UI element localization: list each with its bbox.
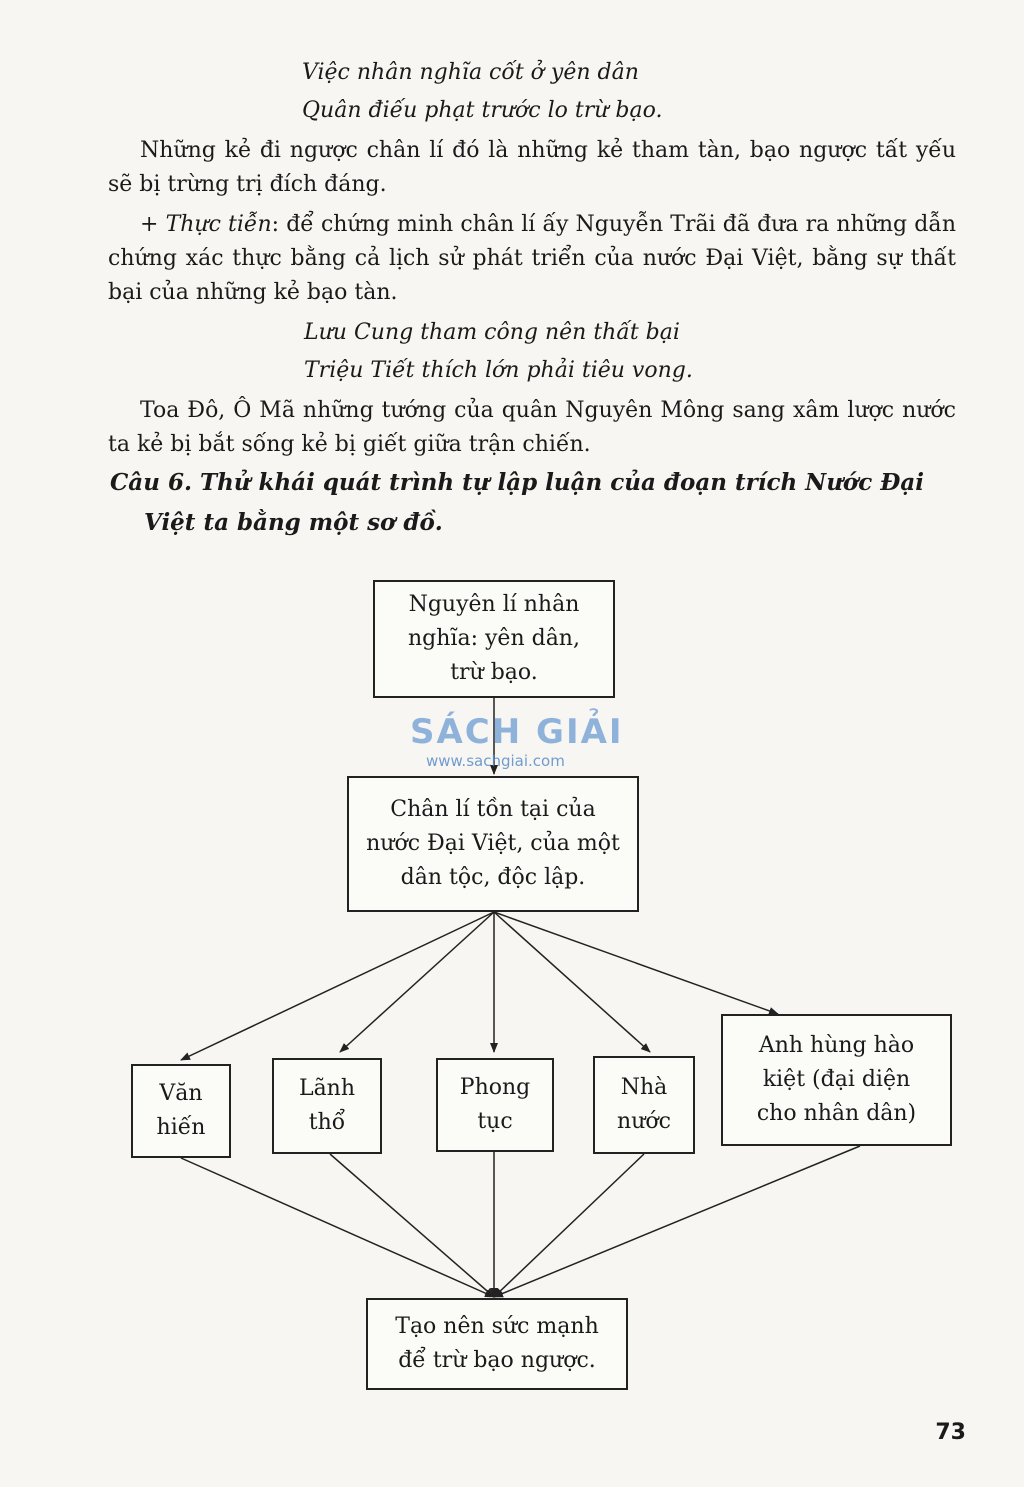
box-principle-line3: trừ bạo. bbox=[450, 660, 538, 685]
box-result-line2: để trừ bạo ngược. bbox=[398, 1348, 596, 1373]
diagram-box-phong-tuc bbox=[436, 1058, 554, 1152]
arrow-to-van-hien bbox=[181, 912, 494, 1060]
arrow-nha-nuoc-to-bottom bbox=[494, 1154, 644, 1297]
paragraph-2-term: Thực tiễn bbox=[165, 212, 272, 237]
box-phong-tuc-line2: tục bbox=[477, 1109, 513, 1134]
arrow-lanh-tho-to-bottom bbox=[330, 1154, 494, 1297]
arrow-to-lanh-tho bbox=[340, 912, 494, 1052]
watermark-logo bbox=[410, 712, 624, 770]
box-truth-line1: Chân lí tồn tại của bbox=[390, 797, 596, 822]
paragraph-3: Toa Đô, Ô Mã những tướng của quân Nguyên Mông sang xâm lược nước ta kẻ bị bắt sống kẻ bị giết giữa trận chiến. bbox=[108, 398, 956, 457]
box-anh-hung-line3: cho nhân dân) bbox=[756, 1101, 917, 1126]
watermark-text: SÁCH GIẢI bbox=[410, 712, 624, 752]
paragraph-1: Những kẻ đi ngược chân lí đó là những kẻ tham tàn, bạo ngược tất yếu sẽ bị trừng trị đích đáng. bbox=[108, 138, 956, 197]
box-anh-hung-line1: Anh hùng hào bbox=[758, 1033, 915, 1058]
diagram-box-principle bbox=[373, 580, 615, 698]
diagram-box-van-hien bbox=[131, 1064, 231, 1158]
box-principle-line2: nghĩa: yên dân, bbox=[408, 626, 580, 651]
diagram-box-nha-nuoc bbox=[593, 1056, 695, 1154]
paragraph-2-rest: : để chứng minh chân lí ấy Nguyễn Trãi đã đưa ra những dẫn chứng xác thực bằng cả lịch sử phát triển của nước Đại Việt, bằng sự thất bại của những kẻ bạo tàn. bbox=[108, 212, 956, 305]
arrow-to-nha-nuoc bbox=[494, 912, 650, 1052]
box-truth-line2: nước Đại Việt, của một bbox=[366, 831, 620, 856]
question-6-line2: Việt ta bằng một sơ đồ. bbox=[144, 509, 443, 536]
paragraph-2-prefix: + bbox=[140, 212, 166, 237]
box-lanh-tho-line2: thổ bbox=[308, 1110, 346, 1135]
watermark-url: www.sachgiai.com bbox=[426, 752, 565, 770]
box-principle-line1: Nguyên lí nhân bbox=[408, 592, 580, 617]
box-nha-nuoc-line2: nước bbox=[617, 1109, 671, 1134]
poem1-line2: Quân điếu phạt trước lo trừ bạo. bbox=[302, 98, 663, 123]
page-number: 73 bbox=[935, 1420, 966, 1445]
diagram-box-anh-hung bbox=[721, 1014, 952, 1146]
arrow-van-hien-to-bottom bbox=[181, 1158, 494, 1297]
box-van-hien-line1: Văn bbox=[159, 1081, 203, 1106]
box-nha-nuoc-line1: Nhà bbox=[620, 1075, 668, 1100]
box-truth-line3: dân tộc, độc lập. bbox=[400, 865, 586, 890]
box-result-line1: Tạo nên sức mạnh bbox=[395, 1314, 599, 1339]
question-6-line1: Câu 6. Thử khái quát trình tự lập luận của đoạn trích Nước Đại bbox=[110, 469, 925, 496]
diagram-box-lanh-tho bbox=[272, 1058, 382, 1154]
arrow-anh-hung-to-bottom bbox=[494, 1146, 860, 1297]
poem1-line1: Việc nhân nghĩa cốt ở yên dân bbox=[302, 60, 639, 85]
poem2-line1: Lưu Cung tham công nên thất bại bbox=[304, 320, 680, 345]
arrow-to-anh-hung bbox=[494, 912, 778, 1014]
box-anh-hung-line2: kiệt (đại diện bbox=[762, 1067, 911, 1092]
box-van-hien-line2: hiến bbox=[156, 1115, 206, 1140]
poem2-line2: Triệu Tiết thích lớn phải tiêu vong. bbox=[304, 358, 693, 383]
box-lanh-tho-line1: Lãnh bbox=[298, 1076, 356, 1101]
box-phong-tuc-line1: Phong bbox=[459, 1075, 531, 1100]
diagram-box-truth bbox=[347, 776, 639, 912]
diagram-box-result bbox=[366, 1298, 628, 1390]
